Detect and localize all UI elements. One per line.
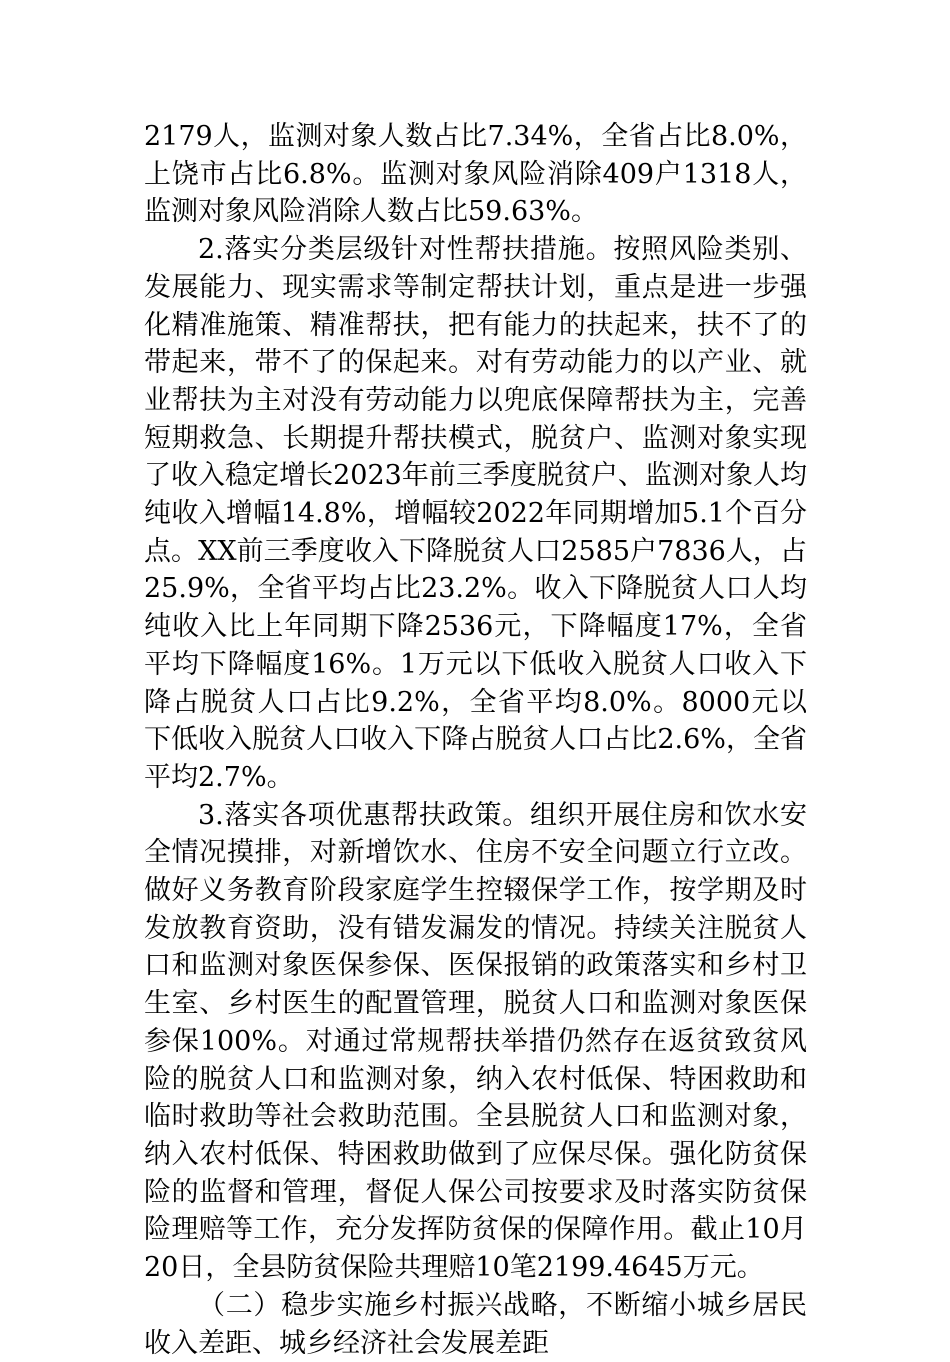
document-page — [144, 118, 807, 1362]
paragraph-targeted-assistance: 2.落实分类层级针对性帮扶措施。按照风险类别、发展能力、现实需求等制定帮扶计划，重点是进一步强化精准施策、精准帮扶，把有能力的扶起来，扶不了的带起来，带不了的保起来。对有劳动能力的以产业、就业帮扶为主对没有劳动能力以兜底保障帮扶为主，完善短期救急、长期提升帮扶模式，脱贫户、监测对象实现了收入稳定增长2023年前三季度脱贫户、监测对象人均纯收入增幅14.8%，增幅较2022年同期增加5.1个百分点。XX前三季度收入下降脱贫人口2585户7836人，占25.9%，全省平均占比23.2%。收入下降脱贫人口人均纯收入比上年同期下降2536元，下降幅度17%，全省平均下降幅度16%。1万元以下低收入脱贫人口收入下降占脱贫人口占比9.2%，全省平均8.0%。8000元以下低收入脱贫人口收入下降占脱贫人口占比2.6%，全省平均2.7%。 — [144, 234, 807, 793]
section-heading: （二）稳步实施乡村振兴战略，不断缩小城乡居民收入差距、城乡经济社会发展差距 — [144, 1289, 807, 1359]
paragraph-preferential-policies: 3.落实各项优惠帮扶政策。组织开展住房和饮水安全情况摸排，对新增饮水、住房不安全问题立行立改。做好义务教育阶段家庭学生控辍保学工作，按学期及时发放教育资助，没有错发漏发的情况。持续关注脱贫人口和监测对象医保参保、医保报销的政策落实和乡村卫生室、乡村医生的配置管理，脱贫人口和监测对象医保参保100%。对通过常规帮扶举措仍然存在返贫致贫风险的脱贫人口和监测对象，纳入农村低保、特困救助和临时救助等社会救助范围。全县脱贫人口和监测对象，纳入农村低保、特困救助做到了应保尽保。强化防贫保险的监督和管理，督促人保公司按要求及时落实防贫保险理赔等工作，充分发挥防贫保的保障作用。截止10月20日，全县防贫保险共理赔10笔2199.4645万元。 — [144, 799, 807, 1284]
paragraph-monitoring-stats: 2179人，监测对象人数占比7.34%，全省占比8.0%，上饶市占比6.8%。监测对象风险消除409户1318人，监测对象风险消除人数占比59.63%。 — [144, 121, 807, 228]
